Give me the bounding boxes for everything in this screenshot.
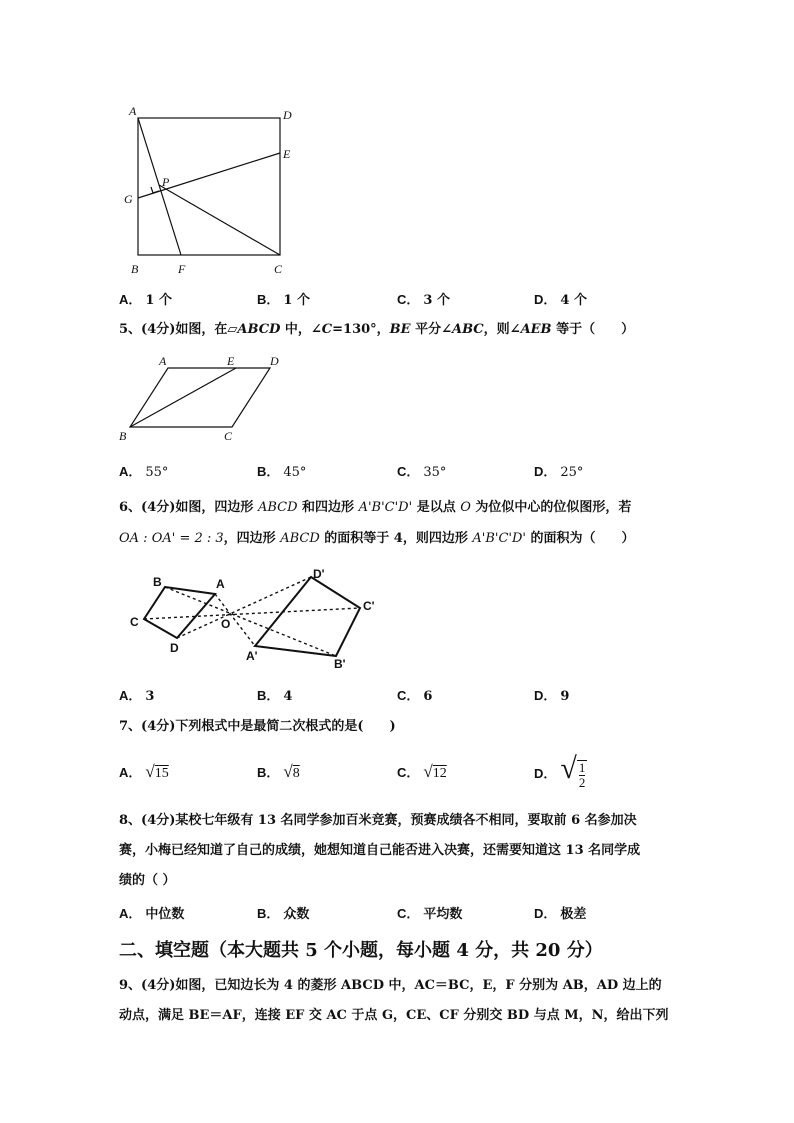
q8-stem-line3: 绩的（ ） — [119, 873, 176, 888]
q9-stem-line2: 动点，满足 BE＝AF，连接 EF 交 AC 于点 G，CE、CF 分别交 BD 与点 M，N，给出下列 — [119, 1008, 669, 1023]
q5-label-c: C — [224, 429, 233, 443]
q7-stem: 7、(4分)下列根式中是最简二次根式的是( ) — [119, 719, 396, 734]
q6-figure — [125, 566, 385, 674]
q5-label-a: A — [159, 354, 167, 368]
q8-option-c[interactable]: C． 平均数 — [397, 906, 463, 922]
q5-label-b: B — [119, 429, 127, 443]
q6-quad-abcd — [144, 587, 215, 638]
q4-options — [119, 289, 719, 309]
q5-option-b[interactable]: B． 45° — [257, 464, 307, 480]
q6-label-c-prime: C' — [363, 599, 375, 613]
q4-label-e: E — [283, 147, 291, 161]
q7-option-d[interactable]: D． √ $\frac{1}{2}$ — [534, 752, 586, 790]
q8-stem-line2: 赛，小梅已经知道了自己的成绩，她想知道自己能否进入决赛，还需要知道这 13 名同学成 — [119, 843, 641, 858]
q6-options — [119, 685, 719, 705]
q5-label-e: E — [227, 354, 235, 368]
q4-option-a[interactable]: A． 1 个 — [119, 292, 172, 308]
q4-label-c: C — [274, 262, 283, 276]
q4-line-ge — [138, 153, 280, 198]
q4-label-p: P — [162, 175, 170, 189]
q5-figure — [115, 350, 295, 445]
q6-stem-line1: 6、(4分)如图，四边形 ABCD 和四边形 A'B'C'D' 是以点 O 为位似中心的位似图形，若 — [119, 500, 632, 515]
radical-sign: √ — [423, 762, 433, 781]
q7-option-a[interactable]: A． √15 — [119, 762, 169, 781]
q6-label-o: O — [221, 617, 231, 631]
q4-label-d: D — [283, 108, 292, 122]
q5-option-d[interactable]: D． 25° — [534, 464, 584, 480]
q8-option-a[interactable]: A． 中位数 — [119, 906, 185, 922]
section-heading: 二、填空题（本大题共 5 个小题，每小题 4 分，共 20 分） — [119, 940, 603, 961]
radical-sign: √ — [283, 762, 293, 781]
q6-option-a[interactable]: A． 3 — [119, 688, 155, 704]
q9-stem-line1: 9、(4分)如图，已知边长为 4 的菱形 ABCD 中，AC＝BC，E，F 分别为 AB，AD 边上的 — [119, 978, 662, 993]
q6-label-b: B — [153, 575, 162, 589]
q5-label-d: D — [270, 354, 279, 368]
q5-parallelogram — [130, 368, 270, 427]
q4-label-a: A — [129, 104, 137, 118]
radical-sign: √ — [145, 762, 155, 781]
q6-label-a: A — [216, 577, 225, 591]
q8-stem-line1: 8、(4分)某校七年级有 13 名同学参加百米竞赛，预赛成绩各不相同，要取前 6 名参加决 — [119, 813, 637, 828]
q4-figure — [118, 100, 308, 285]
q6-option-b[interactable]: B． 4 — [257, 688, 293, 704]
q5-stem: 5、(4分)如图，在▱ABCD 中，∠C=130°，BE 平分∠ABC，则∠AEB 等于（ ） — [119, 322, 635, 337]
q7-options — [119, 752, 719, 798]
q5-option-c[interactable]: C． 35° — [397, 464, 447, 480]
q6-label-b-prime: B' — [334, 657, 346, 671]
q6-quad-a2b2c2d2 — [255, 577, 360, 656]
q6-label-c: C — [130, 615, 139, 629]
fraction: $\frac{1}{2}$ — [578, 759, 586, 790]
q4-label-g: G — [124, 192, 133, 206]
q5-option-a[interactable]: A． 55° — [119, 464, 169, 480]
q6-dash-cc — [144, 608, 360, 619]
q8-options — [119, 903, 719, 923]
q4-option-b[interactable]: B． 1 个 — [257, 292, 310, 308]
q5-options — [119, 461, 719, 481]
q7-option-c[interactable]: C． √12 — [397, 762, 447, 781]
q8-option-d[interactable]: D． 极差 — [534, 906, 587, 922]
q4-label-f: F — [178, 262, 186, 276]
q7-option-b[interactable]: B． √8 — [257, 762, 300, 781]
q6-stem-line2: OA : OA' = 2 : 3，四边形 ABCD 的面积等于 4，则四边形 A'B'C'D' 的面积为（ ） — [119, 531, 635, 546]
q6-dash-dd — [177, 577, 311, 638]
q4-label-b: B — [131, 262, 139, 276]
radical-sign: √ — [560, 752, 577, 785]
q4-option-c[interactable]: C． 3 个 — [397, 292, 450, 308]
q4-option-d[interactable]: D． 4 个 — [534, 292, 587, 308]
q8-option-b[interactable]: B． 众数 — [257, 906, 310, 922]
q6-option-c[interactable]: C． 6 — [397, 688, 433, 704]
q6-option-d[interactable]: D． 9 — [534, 688, 570, 704]
q5-line-be — [130, 368, 236, 427]
q6-label-a-prime: A' — [246, 649, 258, 663]
q6-label-d: D — [170, 641, 179, 655]
q6-label-d-prime: D' — [313, 567, 325, 581]
